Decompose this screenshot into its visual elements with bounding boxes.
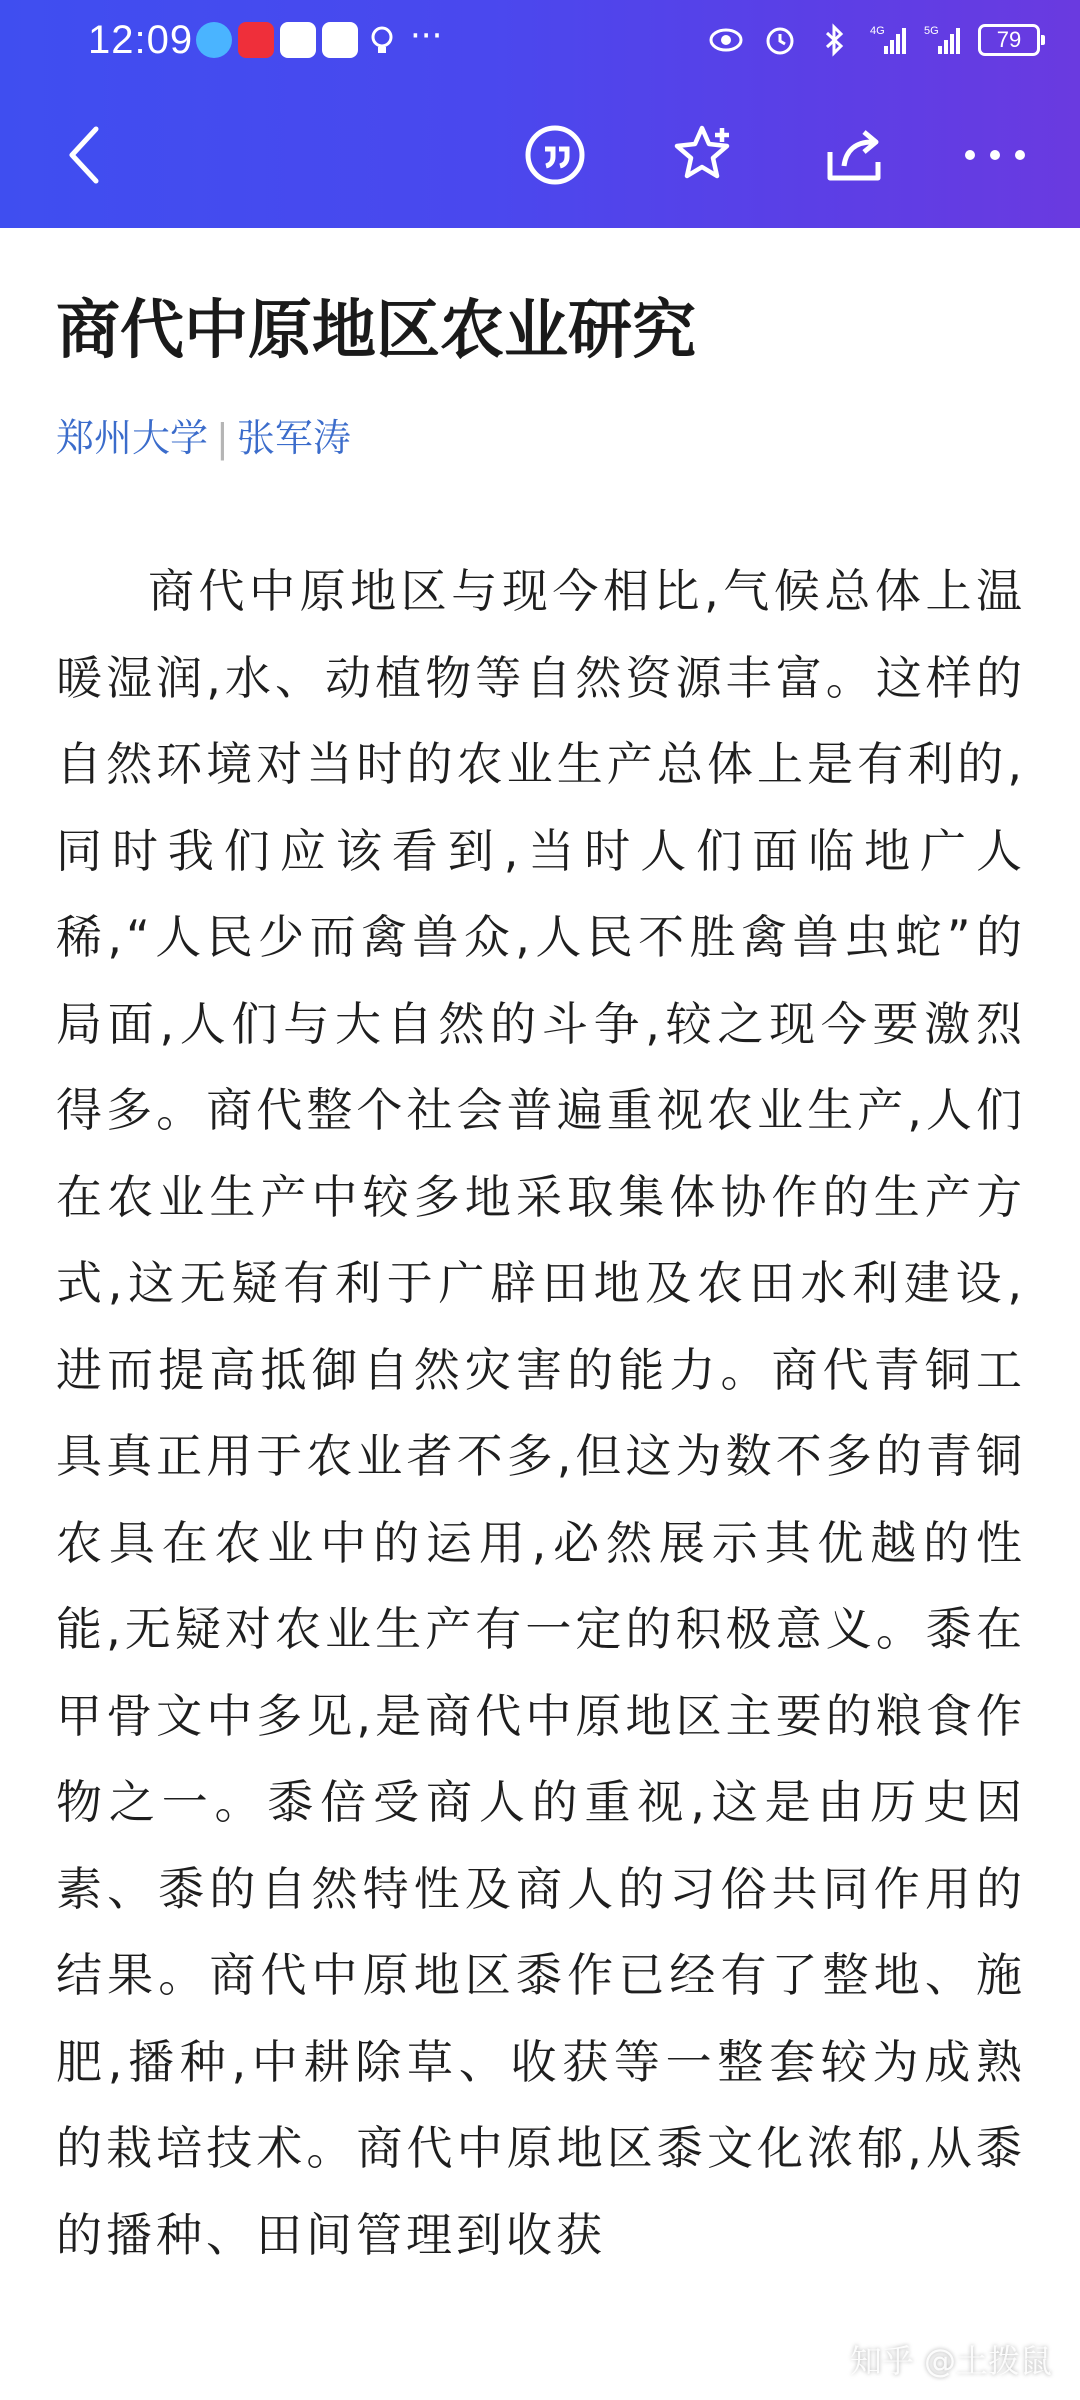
article-byline bbox=[56, 410, 351, 466]
quote-button[interactable] bbox=[510, 110, 600, 200]
share-button[interactable] bbox=[810, 110, 900, 200]
home-notification-icon bbox=[322, 22, 358, 58]
article-content bbox=[0, 228, 1080, 2400]
huawei-notification-icon bbox=[238, 22, 274, 58]
status-indicators bbox=[708, 14, 1040, 66]
more-button[interactable] bbox=[950, 110, 1040, 200]
article-title: 商代中原地区农业研究 bbox=[56, 294, 696, 368]
quote-icon bbox=[523, 123, 587, 187]
bluetooth-icon bbox=[816, 22, 852, 58]
weibo-notification-icon bbox=[280, 22, 316, 58]
star-plus-icon bbox=[672, 122, 738, 188]
byline-separator: | bbox=[216, 416, 229, 460]
back-button[interactable] bbox=[40, 110, 130, 200]
favorite-button[interactable] bbox=[660, 110, 750, 200]
more-notifications-icon: ··· bbox=[410, 16, 443, 56]
eye-icon bbox=[708, 22, 744, 58]
chevron-left-icon bbox=[60, 123, 110, 187]
navigation-bar bbox=[0, 90, 1080, 220]
battery-indicator: 79 bbox=[978, 24, 1040, 56]
signal-4g-label: 4G bbox=[870, 25, 885, 37]
watermark: 知乎 @土拨鼠 bbox=[849, 2342, 1052, 2380]
more-dots-icon bbox=[960, 145, 1030, 165]
weather-notification-icon bbox=[196, 22, 232, 58]
author-link[interactable]: 张军涛 bbox=[236, 416, 351, 460]
lightbulb-notification-icon bbox=[364, 22, 400, 58]
signal-5g-icon bbox=[924, 22, 960, 58]
alarm-icon bbox=[762, 22, 798, 58]
status-bar bbox=[0, 0, 1080, 80]
institution-link[interactable]: 郑州大学 bbox=[56, 416, 209, 460]
signal-4g-icon bbox=[870, 22, 906, 58]
app-header bbox=[0, 0, 1080, 228]
article-body: 商代中原地区与现今相比,气候总体上温暖湿润,水、动植物等自然资源丰富。这样的自然环境对当时的农业生产总体上是有利的,同时我们应该看到,当时人们面临地广人稀,“人民少而禽兽众,人民不胜禽兽虫蛇”的局面,人们与大自然的斗争,较之现今要激烈得多。商代整个社会普遍重视农业生产,人们在农业生产中较多地采取集体协作的生产方式,这无疑有利于广辟田地及农田水利建设,进而提高抵御自然灾害的能力。商代青铜工具真正用于农业者不多,但这为数不多的青铜农具在农业中的运用,必然展示其优越的性能,无疑对农业生产有一定的积极意义。黍在甲骨文中多见,是商代中原地区主要的粮食作物之一。黍倍受商人的重视,这是由历史因素、黍的自然特性及商人的习俗共同作用的结果。商代中原地区黍作已经有了整地、施肥,播种,中耕除草、收获等一整套较为成熟的栽培技术。商代中原地区黍文化浓郁,从黍的播种、田间管理到收获 bbox=[56, 564, 1026, 2262]
signal-5g-label: 5G bbox=[924, 25, 939, 37]
share-icon bbox=[822, 122, 888, 188]
status-time: 12:09 bbox=[88, 18, 194, 62]
